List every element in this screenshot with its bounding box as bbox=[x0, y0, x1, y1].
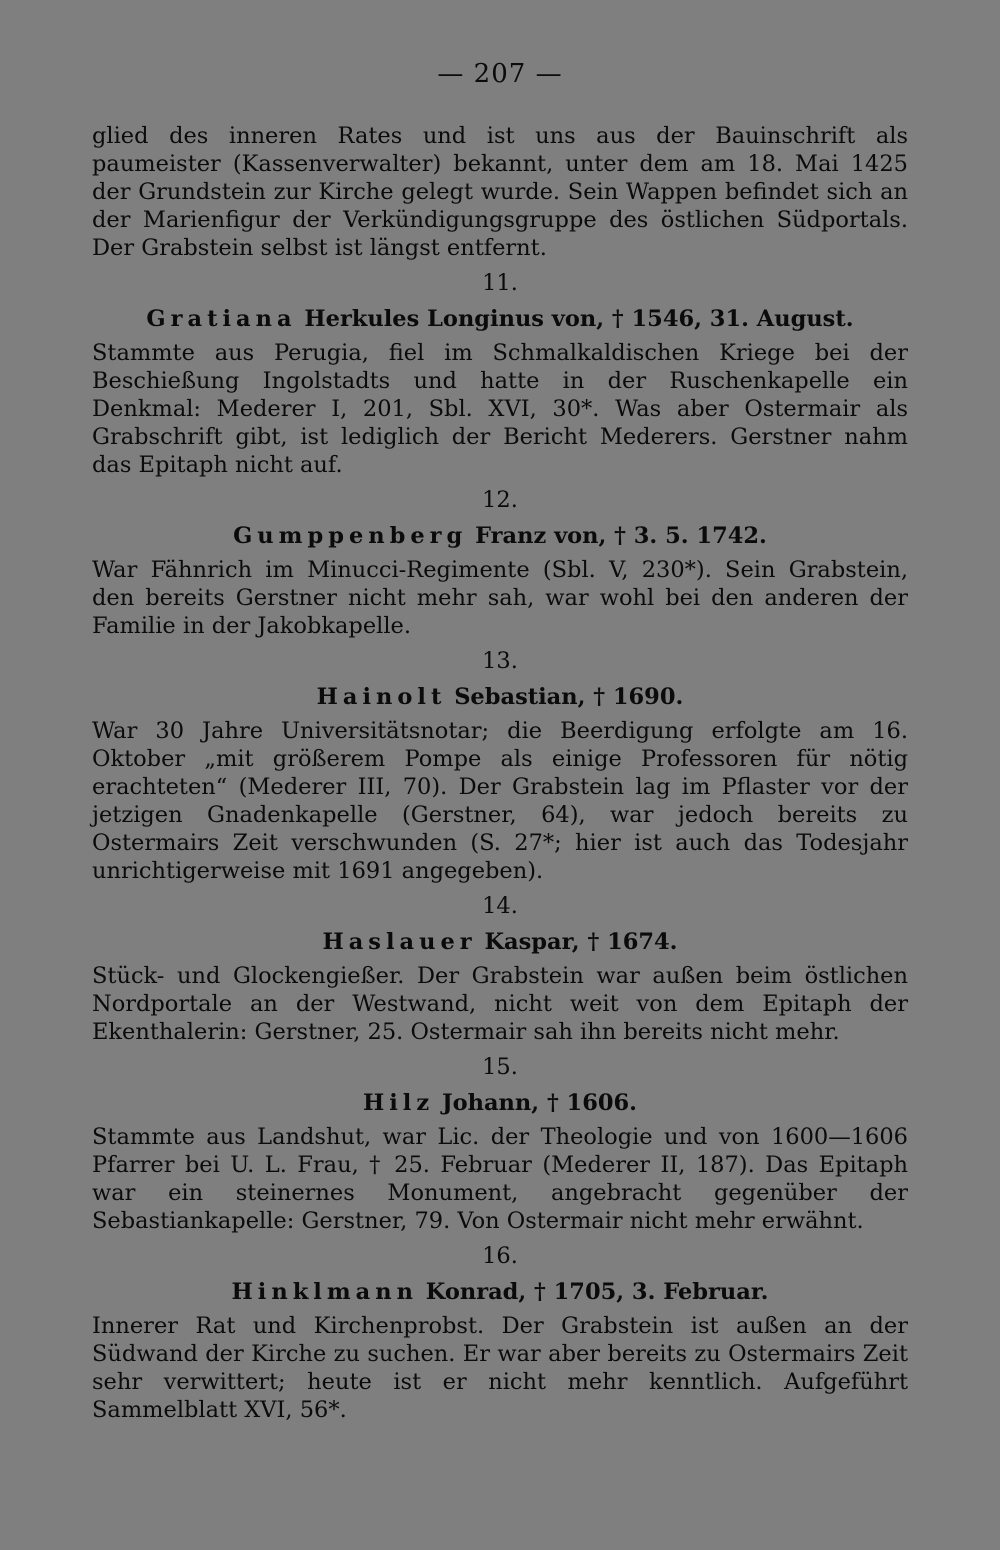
continuation-paragraph: glied des inneren Rates und ist uns aus der Bauinschrift als paumeister (Kassenverwalter) bekannt, unter dem am 18. Mai 1425 der Grundstein zur Kirche gelegt wurde. Sein Wappen befindet sich an der Marienfigur der Verkündigungsgruppe des östlichen Südportals. Der Grabstein selbst ist längst entfernt. bbox=[92, 123, 908, 261]
entry-surname: Hainolt bbox=[316, 684, 447, 710]
entry-13 bbox=[92, 647, 908, 885]
entry-heading-rest: Herkules Longinus von, † 1546, 31. August. bbox=[304, 306, 854, 332]
entry-number: 14. bbox=[482, 893, 518, 919]
entry-heading bbox=[92, 522, 908, 550]
entry-text: War Fähnrich im Minucci-Regimente (Sbl. V, 230*). Sein Grabstein, den bereits Gerstner nicht mehr sah, war wohl bei den anderen der Familie in der Jakobkapelle. bbox=[92, 557, 908, 639]
entry-14 bbox=[92, 892, 908, 1046]
entry-text: Stammte aus Perugia, fiel im Schmalkaldischen Kriege bei der Beschießung Ingolstadts und hatte in der Ruschenkapelle ein Denkmal: Mederer I, 201, Sbl. XVI, 30*. Was aber Ostermair als Grabschrift gibt, ist lediglich der Bericht Mederers. Gerstner nahm das Epitaph nicht auf. bbox=[92, 340, 908, 478]
entry-15 bbox=[92, 1053, 908, 1235]
entry-heading-rest: Konrad, † 1705, 3. Februar. bbox=[425, 1279, 769, 1305]
entry-text: Innerer Rat und Kirchenprobst. Der Grabstein ist außen an der Südwand der Kirche zu suchen. Er war aber bereits zu Ostermairs Zeit sehr verwittert; heute ist er nicht mehr kenntlich. Aufgeführt Sammelblatt XVI, 56*. bbox=[92, 1313, 908, 1423]
entry-number: 16. bbox=[482, 1243, 518, 1269]
entry-heading-rest: Kaspar, † 1674. bbox=[484, 929, 678, 955]
entry-heading bbox=[92, 928, 908, 956]
entry-surname: Gratiana bbox=[146, 306, 297, 332]
entry-12 bbox=[92, 486, 908, 640]
entry-number: 12. bbox=[482, 487, 518, 513]
entry-heading-rest: Sebastian, † 1690. bbox=[454, 684, 684, 710]
entry-heading bbox=[92, 305, 908, 333]
entry-surname: Gumppenberg bbox=[233, 523, 468, 549]
entry-number: 11. bbox=[482, 270, 518, 296]
entry-number: 15. bbox=[482, 1054, 518, 1080]
entry-16 bbox=[92, 1242, 908, 1424]
entry-text: Stammte aus Landshut, war Lic. der Theologie und von 1600—1606 Pfarrer bei U. L. Frau, † 25. Februar (Mederer II, 187). Das Epitaph war ein steinernes Monument, angebracht gegenüber der Sebastiankapelle: Gerstner, 79. Von Ostermair nicht mehr erwähnt. bbox=[92, 1124, 908, 1234]
entry-number: 13. bbox=[482, 648, 518, 674]
entry-heading bbox=[92, 683, 908, 711]
entry-surname: Haslauer bbox=[322, 929, 477, 955]
page-number: — 207 — bbox=[437, 59, 563, 89]
entry-11 bbox=[92, 269, 908, 479]
entry-heading bbox=[92, 1089, 908, 1117]
entry-heading-rest: Franz von, † 3. 5. 1742. bbox=[475, 523, 767, 549]
entry-text: War 30 Jahre Universitätsnotar; die Beerdigung erfolgte am 16. Oktober „mit größerem Pompe als einige Professoren für nötig erachteten“ (Mederer III, 70). Der Grabstein lag im Pflaster vor der jetzigen Gnadenkapelle (Gerstner, 64), war jedoch bereits zu Ostermairs Zeit verschwunden (S. 27*; hier ist auch das Todesjahr unrichtigerweise mit 1691 angegeben). bbox=[92, 718, 908, 884]
entry-text: Stück- und Glockengießer. Der Grabstein war außen beim östlichen Nordportale an der Westwand, nicht weit von dem Epitaph der Ekenthalerin: Gerstner, 25. Ostermair sah ihn bereits nicht mehr. bbox=[92, 963, 908, 1045]
entry-heading-rest: Johann, † 1606. bbox=[441, 1090, 637, 1116]
entry-heading bbox=[92, 1278, 908, 1306]
entry-surname: Hilz bbox=[362, 1090, 435, 1116]
entry-surname: Hinklmann bbox=[231, 1279, 418, 1305]
